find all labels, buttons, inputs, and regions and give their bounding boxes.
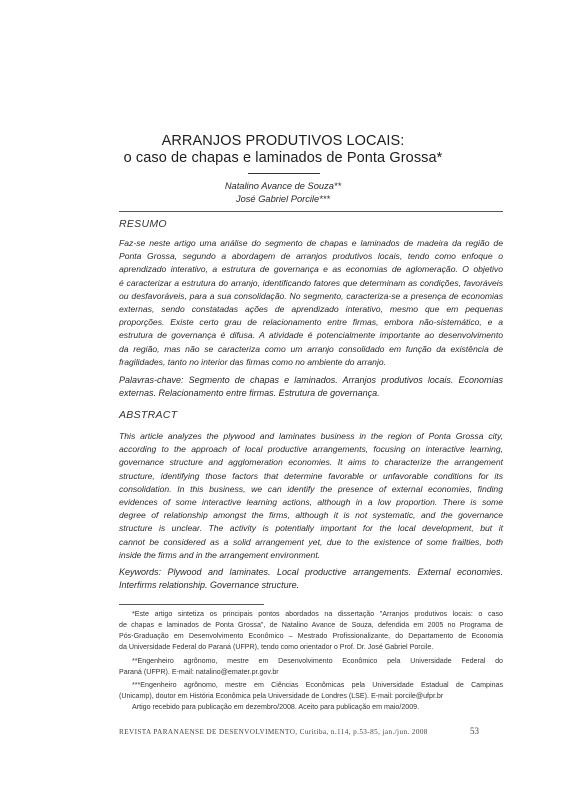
text-line: (Unicamp), doutor em História Econômica pela Universidade de Londres (LSE). E-mail: porcile@ufpr.br: [119, 692, 444, 700]
footnote-3: [119, 680, 503, 702]
received-note: Artigo recebido para publicação em dezembro/2008. Aceito para publicação em maio/2009.: [132, 703, 420, 711]
text-line: inside the firms and in the arrangement environment.: [119, 549, 321, 560]
abstract-heading: ABSTRACT: [119, 409, 178, 421]
text-line: aprendizado interativo, a estrutura de governança e as economias de aglomeração. O objetivo: [119, 264, 503, 275]
text-line: ***Engenheiro agrônomo, mestre em Ciências Econômicas pela Universidade Estadual de Campinas: [132, 681, 503, 689]
text-line: Interfirms relationship. Governance structure.: [119, 580, 300, 591]
title-line-1: ARRANJOS PRODUTIVOS LOCAIS:: [161, 133, 405, 149]
text-line: Palavras-chave: Segmento de chapas e laminados. Arranjos produtivos locais. Economias: [119, 375, 503, 385]
text-line: cannot be considered as a solid arrangement yet, due to the existence of some frailties, both: [119, 536, 503, 547]
text-line: *Este artigo sintetiza os principais pontos abordados na dissertação "Arranjos produtivos locais: o caso: [132, 610, 503, 618]
text-line: externas, sendo constatadas ações de aprendizado interativo, mesmo que em pequenas: [119, 303, 503, 314]
text-line: governance structure and agglomeration economies. It aims to characterize the arrangement: [119, 457, 503, 468]
text-line: de chapas e laminados de Ponta Grossa", de Natalino Avance de Souza, defendida em 2005 no Programa de: [119, 621, 503, 629]
text-line: proporções. Existe certo grau de relacionamento entre firmas, embora não-sistemático, e a: [119, 317, 503, 328]
resumo-heading: RESUMO: [119, 218, 167, 230]
text-line: ou desfavoráveis, para a sua consolidação. No segmento, caracteriza-se a presença de economias: [119, 290, 503, 301]
text-line: consolidation. In this business, we can identify the presence of external economies, finding: [119, 483, 503, 494]
text-line: according to the approach of local productive arrangements, focusing on interactive learning,: [119, 444, 503, 455]
title-line-2: o caso de chapas e laminados de Ponta Grossa*: [123, 150, 443, 166]
text-line: Keywords: Plywood and laminates. Local productive arrangements. External economies.: [119, 567, 503, 577]
section-divider: [119, 211, 503, 212]
resumo-paragraph: [119, 237, 503, 369]
author-2: José Gabriel Porcile***: [235, 194, 331, 204]
text-line: estrutura de governança é difusa. A atividade é potencialmente importante ao desenvolvimento: [119, 330, 503, 341]
text-line: Faz-se neste artigo uma análise do segmento de chapas e laminados de madeira da região de: [119, 238, 503, 248]
text-line: Paraná (UFPR). E-mail: natalino@emater.pr.gov.br: [119, 668, 279, 676]
text-line: structure, identifying those factors that determine favorable or unfavorable conditions for its: [119, 470, 503, 481]
keywords: [119, 566, 503, 592]
text-line: é caracterizar a estrutura do arranjo, identificando fatores que determinam as condições, favoráveis: [119, 277, 503, 288]
footnote-divider: [119, 604, 264, 605]
text-line: Pós-Graduação em Desenvolvimento Econômico – Mestrado Profissionalizante, do Departamento de Economia: [119, 632, 503, 640]
author-1: Natalino Avance de Souza**: [224, 181, 342, 191]
palavras-chave: [119, 374, 503, 400]
footnote-2: [119, 656, 503, 678]
text-line: fragilidades, tanto no interior das firmas como no ambiente do arranjo.: [119, 356, 387, 367]
text-line: structure is unclear. The activity is potentially important for the local development, but it: [119, 523, 503, 534]
text-line: Ponta Grossa, segundo a abordagem de arranjos produtivos locais, tendo como enfoque o: [119, 251, 503, 262]
page-number: 53: [470, 726, 479, 736]
text-line: evidences of some interactive learning actions, although in a low proportion. There is some: [119, 496, 503, 507]
text-line: **Engenheiro agrônomo, mestre em Desenvolvimento Econômico pela Universidade Federal do: [132, 657, 503, 665]
journal-citation: REVISTA PARANAENSE DE DESENVOLVIMENTO, Curitiba, n.114, p.53-85, jan./jun. 2008: [119, 728, 428, 736]
text-line: This article analyzes the plywood and laminates business in the region of Ponta Grossa city,: [119, 431, 503, 441]
abstract-paragraph: [119, 430, 503, 562]
title-divider: [248, 173, 320, 174]
text-line: degree of relationship amongst the firms, although it is not systematic, and the governance: [119, 510, 503, 521]
text-line: externas. Relacionamento entre firmas. Estrutura de governança.: [119, 388, 380, 399]
footnote-1: [119, 609, 503, 653]
text-line: da Universidade Federal do Paraná (UFPR), tendo como orientador o Prof. Dr. José Gabriel Porcile.: [119, 643, 434, 651]
text-line: da região, mas não se caracteriza como um arranjo consolidado em função da existência de: [119, 343, 503, 354]
